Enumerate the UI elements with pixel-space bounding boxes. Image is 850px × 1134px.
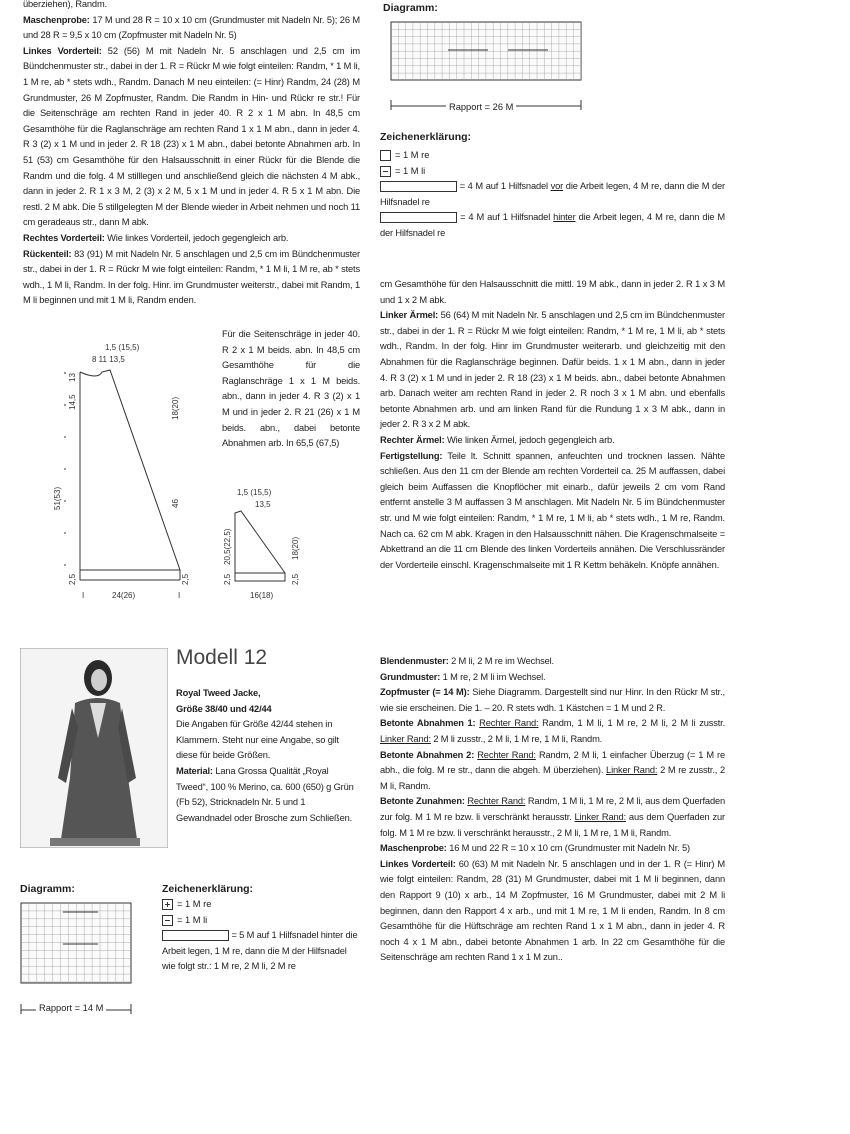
cable1-text-b: die Arbeit legen, 4 M re, dann die M der Hilfsnadel re <box>380 181 725 207</box>
fertigstellung-label: Fertigstellung: <box>380 450 443 461</box>
legend2-knit-text: = 1 M re <box>177 899 212 909</box>
diagram2-grid <box>18 900 158 1020</box>
body-width: 24(26) <box>112 591 136 600</box>
purl-minus-symbol-icon <box>162 915 173 926</box>
sleeve-top-dims: 1,5 (15,5) <box>237 488 272 497</box>
bz-text1: Randm, 1 M li, 1 M re, 2 M li, aus dem Querfaden zur folg. M 1 M re bzw. li verschränkt herausstr. <box>380 796 725 822</box>
legend1-purl-text: = 1 M li <box>395 165 426 176</box>
linker-aermel-paragraph <box>380 308 725 433</box>
body-side-51: 51(53) <box>53 486 62 510</box>
rueckenteil-text: 83 (91) M mit Nadeln Nr. 5 anschlagen und 2,5 cm im Bündchenmuster str., dabei in der 1. R = Rückr M wie folgt einteilen: Randm, * 1 M li, 1 M re, ab * stets wdh., 1 M li, Randm. In der folg. Hinr. im Grundmuster weiterstr., dabei mit Randm, 1 M li beginnen und mit 1 M li, Randm enden. <box>23 248 360 306</box>
betonte-abnahmen-2-label: Betonte Abnahmen 2: <box>380 749 475 760</box>
zopfmuster-label: Zopfmuster (= 14 M): <box>380 687 470 698</box>
cable2-text-b: die Arbeit legen, 4 M re, dann die M der Hilfsnadel re <box>380 212 726 238</box>
cable2-text-a: = 4 M auf 1 Hilfsnadel <box>460 212 554 223</box>
bz-linker-rand: Linker Rand: <box>574 811 626 822</box>
modell-info <box>176 686 359 826</box>
cable5-symbol-icon <box>162 930 229 941</box>
legend2-title: Zeichenerklärung: <box>162 883 254 895</box>
right-bottom-text <box>380 654 725 966</box>
cable1-text-a: = 4 M auf 1 Hilfsnadel <box>459 181 551 192</box>
linker-aermel-text: 56 (64) M mit Nadeln Nr. 5 anschlagen und 2,5 cm im Bündchenmuster str., dabei in der 1. R = Rückr M wie folgt einteilen: Randm, * 1 M re, 1 M li, ab * stets wdh., Randm. In der folg. Hinr im Grundmuster weiterarb. und gleichzeitig mit den Abnahmen für die Raglanschräge beginnen. Dafür beids. 1 x 1 M abn., dann in jeder 4. R 3 (2) x 1 M und in jeder 2. R 18 (23) x 1 M beids. abn., dabei betonte Abnahmen arb. Danach weiter am rechten Rand in jeder 2. R noch 3 x 1 M abn. und ebenfalls betonte Abnahmen arb. und am linken Rand für die Rundung 1 x 3 M abk., dann in jeder 2. R 3 x 2 M abk. <box>380 310 726 430</box>
model-photo <box>20 648 168 848</box>
sleeve-bottom-right: 2,5 <box>291 573 300 585</box>
linkes-vorderteil2-label: Linkes Vorderteil: <box>380 858 456 869</box>
body-top-dims2: 8 11 13,5 <box>92 355 125 364</box>
linker-aermel-label: Linker Ärmel: <box>380 310 439 321</box>
legend1-purl <box>380 164 725 180</box>
legend2 <box>162 897 362 975</box>
rechtes-vorderteil-text: Wie linkes Vorderteil, jedoch gegengleich arb. <box>104 232 289 243</box>
maschenprobe2-text: 16 M und 22 R = 10 x 10 cm (Grundmuster mit Nadeln Nr. 5) <box>446 843 690 854</box>
modell-size: Größe 38/40 und 42/44 <box>176 703 272 714</box>
ba2-text2: 2 M re zusstr., 2 M li, Randm. <box>380 765 726 791</box>
ba1-linker-rand: Linker Rand: <box>380 733 431 744</box>
knit-plus-symbol-icon <box>162 899 173 910</box>
modell-name: Royal Tweed Jacke, <box>176 688 261 698</box>
ba2-text1: Randm, 2 M li, 1 einfacher Überzug (= 1 M re abh., die folg. M re str., dann die abgeh. M überziehen). <box>380 749 725 776</box>
rueckenteil-continuation <box>222 327 360 452</box>
rechter-aermel-label: Rechter Ärmel: <box>380 434 445 445</box>
body-right-18: 18(20) <box>171 396 180 420</box>
sleeve-schematic <box>205 485 315 605</box>
sleeve-bottom-left: 2,5 <box>223 573 232 585</box>
ruecken-cont-text: cm Gesamthöhe für den Halsausschnitt die mittl. 19 M abk., dann in jeder 2. R 1 x 3 M und 1 x 2 M abk. <box>380 279 725 305</box>
ba1-rechter-rand: Rechter Rand: <box>479 718 539 729</box>
rueckenteil-label: Rückenteil: <box>23 248 72 259</box>
sleeve-left-side: 20,5(22,5) <box>223 528 232 565</box>
blendenmuster-text: 2 M li, 2 M re im Wechsel. <box>448 656 554 666</box>
material-text: Lana Grossa Qualität „Royal Tweed“, 100 % Merino, ca. 600 (650) g Grün (Fb 52), Stricknadeln Nr. 5 und 1 Gewandnadel oder Brosche zum Schließen. <box>176 765 354 823</box>
svg-text:I: I <box>178 591 181 600</box>
linkes-vorderteil2-text: 60 (63) M mit Nadeln Nr. 5 anschlagen und in der 1. R (= Hinr) M wie folgt einteilen: Randm, 28 (31) M Grundmuster, dabei mit 1 M li beginnen, dann den Rapport 9 (10) x arb., 14 M Zopfmuster, 16 M Grundmuster, dabei mit 2 M li beginnen, dann den Rapport 4 x arb., und mit 1 M re, 1 M li enden, Randm. In 8 cm Gesamthöhe für die Hüftschräge am rechten Rand 1 x 1 M abn., dann in jeder 4. R noch 4 x 1 M abn., dabei betonte Abnahmen 1 arb. In 22 cm Gesamthöhe für die Seitenschräge am rechten Rand 1 x 1 M zun.. <box>380 858 725 963</box>
legend1-knit-text: = 1 M re <box>395 150 430 160</box>
cable1-vor: vor <box>550 181 564 192</box>
linkes-vorderteil-label: Linkes Vorderteil: <box>23 45 102 56</box>
fertigstellung-text: Teile lt. Schnitt spannen, anfeuchten und trocknen lassen. Nähte schließen. Aus den 11 cm der Blende am rechten Vorderteil ca. 25 M auffassen, dabei gleich beim Auffassen die Knopflöcher mit einarb., dafür jeweils 2 cm vom Rand entfernt anstelle 3 M auffassen 3 M anschlagen. Mit Nadeln Nr. 5 im Bündchenmuster str. und M wie folgt einteilen: Randm, * 1 M re, 1 M li, ab * stets wdh., 1 M re, Randm. Nach ca. 62 cm M abk. Kragen in den Halsausschnitt nähen. Die Kragenschmalseite = Abkettrand an die 11 cm Blende des linken Vorderteils annähen. Die Verschlussränder der Vorderteile einschl. Kragenschmalseite mit 1 R Kettm behäkeln. Knöpfe annähen. <box>380 450 725 570</box>
modell-title: Modell 12 <box>176 646 268 669</box>
legend2-cable-text: = 5 M auf 1 Hilfsnadel hinter die Arbeit legen, 1 M re, dann die M der Hilfsnadel wie folgt str.: 1 M re, 2 M li, 2 M re <box>162 930 358 972</box>
maschenprobe-paragraph <box>23 13 360 44</box>
diagram1-grid <box>388 20 603 110</box>
rechter-aermel-paragraph <box>380 433 725 449</box>
fertigstellung-paragraph <box>380 449 725 574</box>
legend1-knit <box>380 148 725 164</box>
betonte-zunahmen-label: Betonte Zunahmen: <box>380 796 465 807</box>
material-label: Material: <box>176 765 213 776</box>
sleeve-width: 16(18) <box>250 591 274 600</box>
maschenprobe-label: Maschenprobe: <box>23 14 90 25</box>
bz-rechter-rand: Rechter Rand: <box>467 796 526 807</box>
grundmuster-text: 1 M re, 2 M li im Wechsel. <box>440 671 546 682</box>
legend1 <box>380 148 725 242</box>
cable-back-symbol-icon <box>380 212 457 223</box>
bz-text2: aus dem Querfaden zur folg. M 1 M re bzw. li verschränkt herausstr., 2 M li, 1 M re, 1 M li, Randm. <box>380 811 725 838</box>
legend2-knit <box>162 897 362 913</box>
body-side-14-5: 14,5 <box>68 394 77 410</box>
body-bottom-2-5-right: 2,5 <box>181 573 190 585</box>
body-bottom-2-5-left: 2,5 <box>68 573 77 585</box>
betonte-abnahmen-1-label: Betonte Abnahmen 1: <box>380 718 476 729</box>
sleeve-right-side: 18(20) <box>291 536 300 560</box>
rechtes-vorderteil-label: Rechtes Vorderteil: <box>23 232 105 243</box>
knit-symbol-icon <box>380 150 391 161</box>
blendenmuster-label: Blendenmuster: <box>380 656 449 666</box>
cable-front-symbol-icon <box>380 181 457 192</box>
ba1-text1: Randm, 1 M li, 1 M re, 2 M li, 2 M li zusstr. <box>538 718 726 729</box>
diagram2-rapport: Rapport = 14 M <box>36 1003 106 1013</box>
right-middle-text <box>380 277 725 573</box>
diagram1-rapport: Rapport = 26 M <box>446 102 516 112</box>
body-side-13: 13 <box>68 373 77 382</box>
rueckenteil-paragraph <box>23 247 360 309</box>
linkes-vorderteil-text: 52 (56) M mit Nadeln Nr. 5 anschlagen und 2,5 cm im Bündchenmuster str., dabei in der 1. R = Rückr M wie folgt einteilen: Randm, * 1 M li, 1 M re, ab * stets wdh., Randm. Danach M neu einteilen: (= Hinr) Randm, 24 (28) M Grundmuster, 26 M Zopfmuster, Randm. Die Randm in Hin- und Rückr re str.! Für die Seitenschräge am rechten Rand in jeder 40. R 2 x 1 M abn. In 48,5 cm Gesamthöhe für die Raglanschräge am rechten Rand 1 x 1 M abn., dann in jeder 4. R 3 (2) x 1 M und in jeder 2. R 18 (23) x 1 M abn., dabei betonte Abnahmen arb. In 51 (53) cm Gesamthöhe für den Halsausschnitt in einer Rückr für die Blende die Randm und die folg. 4 M stilllegen und anschließend gleich die nächsten 4 M abk., dann in jeder 2. R 1 x 3 M, 2 (3) x 2 M, 5 x 1 M und in jeder 4. R 5 x 1 M abn. Die restl. 2 M abk. Die 5 stillgelegten M der Blende wieder in Arbeit nehmen und noch 11 cm geradeaus str., dann M abk. <box>23 45 360 228</box>
legend2-purl <box>162 913 362 929</box>
modell-note: Die Angaben für Größe 42/44 stehen in Klammern. Steht nur eine Angabe, so gilt diese für beide Größen. <box>176 719 339 761</box>
legend2-purl-text: = 1 M li <box>177 914 208 925</box>
legend1-cable-front <box>380 179 725 241</box>
purl-symbol-icon <box>380 166 391 177</box>
linkes-vorderteil-paragraph <box>23 44 360 231</box>
body-schematic <box>40 340 220 610</box>
maschenprobe-text: 17 M und 28 R = 10 x 10 cm (Grundmuster mit Nadeln Nr. 5); 26 M und 28 R = 9,5 x 10 cm (Zopfmuster mit Nadeln Nr. 5) <box>23 14 360 41</box>
grundmuster-label: Grundmuster: <box>380 671 441 682</box>
ba1-text2: 2 M li zusstr., 2 M li, 1 M re, 1 M li, Randm. <box>430 733 603 744</box>
svg-text:I: I <box>82 591 85 600</box>
intro-text: überziehen), Randm. <box>23 0 107 9</box>
left-column-text <box>23 0 360 309</box>
rechter-aermel-text: Wie linken Ärmel, jedoch gegengleich arb. <box>444 434 615 445</box>
diagram1-title: Diagramm: <box>383 2 438 14</box>
material-paragraph <box>176 764 359 826</box>
body-right-46: 46 <box>171 499 180 508</box>
diagram2-title: Diagramm: <box>20 883 75 895</box>
sleeve-top-dims2: 13,5 <box>255 500 271 509</box>
zopfmuster-text: Siehe Diagramm. Dargestellt sind nur Hinr. In den Rückr M str., wie sie erscheinen. Die 1. – 20. R stets wdh. 1 Kästchen = 1 M und 2 R. <box>380 687 725 713</box>
cable2-hinter: hinter <box>553 212 576 223</box>
legend1-title: Zeichenerklärung: <box>380 131 472 143</box>
maschenprobe2-label: Maschenprobe: <box>380 843 447 854</box>
rechtes-vorderteil-paragraph <box>23 231 360 247</box>
body-top-dims: 1,5 (15,5) <box>105 343 140 352</box>
legend2-cable <box>162 928 362 975</box>
ba2-linker-rand: Linker Rand: <box>606 765 658 776</box>
ba2-rechter-rand: Rechter Rand: <box>477 749 536 760</box>
rueckenteil-cont-text: Für die Seitenschräge in jeder 40. R 2 x 1 M beids. abn. In 48,5 cm Gesamthöhe für die Raglanschräge 1 x 1 M beids. abn., dann in jeder 4. R 3 (2) x 1 M und in jeder 2. R 21 (26) x 1 M beids. abn., dabei betonte Abnahmen arb. In 65,5 (67,5) <box>222 329 360 449</box>
